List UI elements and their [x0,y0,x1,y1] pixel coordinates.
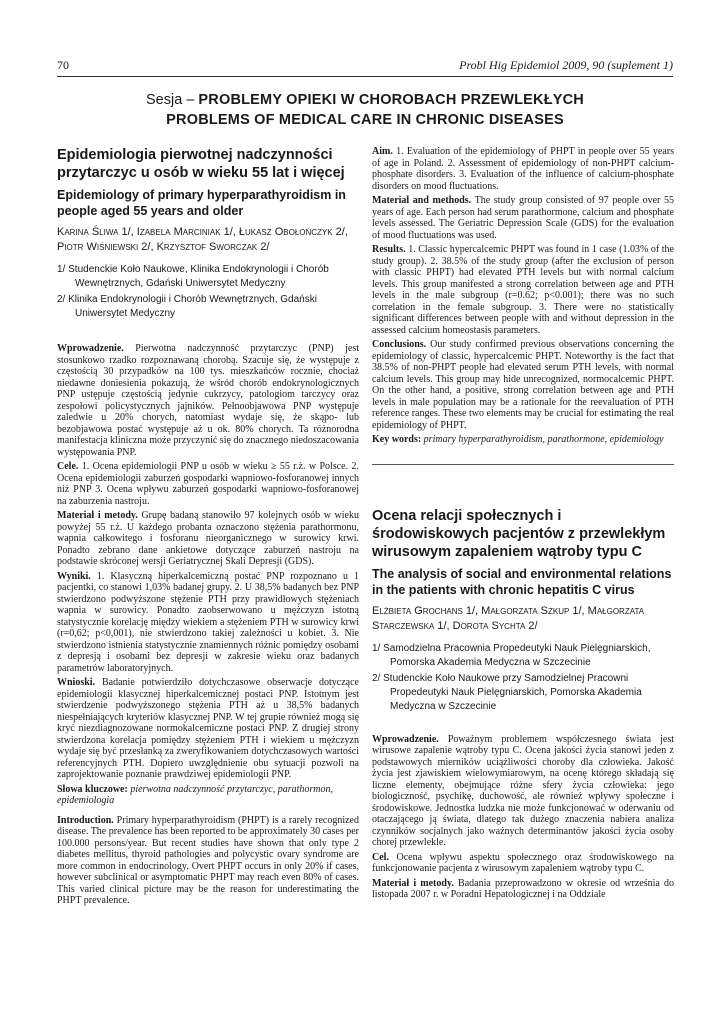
article1-results-pl: Wyniki. 1. Klasyczną hiperkalcemiczną postać PNP rozpoznano u 1 pacjentki, co stanowi 1,03% badanej grupy. 2. U 38,5% badanych bez PNP stwierdzono podwyższone stężenie PTH przy prawidłowych stężeniach wapnia w surowicy. Ponadto zaobserwowano u mężczyzn istotną statystycznie korelację między wiekiem a stężeniem PTH w surowicy krwi (r=0,62; p<0,001), nie stwierdzono takiej zależności u kobiet. 3. Nie stwierdzono istnienia statystycznie znamiennych różnic pomiędzy osobami z depresją i osobami bez depresji w zakresie wieku oraz badanych parametrów laboratoryjnych. [57,570,359,674]
article1-methods-pl: Materiał i metody. Grupę badaną stanowiło 97 kolejnych osób w wieku powyżej 55 r.ż. U każdego probanta oznaczono stężenia parathormonu, wapnia całkowitego i fosforanu nieorganicznego w surowicy krwi. Ponadto zebrano dane ankietowe dotyczące zaburzeń nastroju na podstawie skróconej wersji Geriatrycznej Skali Depresji (GDS). [57,510,359,567]
journal-header: Probl Hig Epidemiol 2009, 90 (suplement 1) [459,58,673,72]
session-title-en: PROBLEMS OF MEDICAL CARE IN CHRONIC DISEASES [166,112,564,128]
article1-conclusions-en: Conclusions. Our study confirmed previous observations concerning the epidemiology of classic, hypercalcemic PHPT. Noteworthy is the fact that 38.5% of non-PHPT people had elevated serum PTH levels, with normal calcium levels. This group may hide unrecognized, normocalcemic PHPT. On the other hand, a positive, strong correlation between age and PTH levels in male population may be a rationale for the reevaluation of PTH reference ranges. These two elements may be crucial for estimating the real epidemiology of PHPT. [372,339,674,431]
header-rule [57,76,673,77]
right-column [372,146,674,904]
article1-aim-pl: Cele. 1. Ocena epidemiologii PNP u osób w wieku ≥ 55 r.ż. w Polsce. 2. Ocena epidemiologii zaburzeń gospodarki wapniowo-fosforanowej innych niż PNP 3. Ocena wpływu zaburzeń gospodarki wapniowo-fosforanowej na zaburzenia nastroju. [57,461,359,507]
article2-title-pl: Ocena relacji społecznych i środowiskowych pacjentów z przewlekłym wirusowym zapaleniem wątroby typu C [372,507,666,560]
article1-results-en: Results. 1. Classic hypercalcemic PHPT was found in 1 case (1.03% of the study group). 2. 38.5% of the study group (after the exclusion of person with classic PHPT) had elevated PTH levels but with normal calcium levels. This group manifested a strong correlation between age and PTH levels in the male subgroup (r=0.62; p<0.001); there was no such correlation in the female subgroup. 3. There were no statistically significant differences between people with and without depression in the assessed calcium homeostasis parameters. [372,244,674,336]
article1-affiliation-1: 1/ Studenckie Koło Naukowe, Klinika Endokrynologii i Chorób Wewnętrznych, Gdański Uniwersytet Medyczny [57,264,329,289]
article2-aim: Cel. Ocena wpływu aspektu społecznego oraz środowiskowego na funkcjonowanie pacjenta z wirusowym zapaleniem wątroby typu C. [372,851,674,874]
article1-keywords-pl: Słowa kluczowe: pierwotna nadczynność przytarczyc, parathormon, epidemiologia [57,783,334,806]
article1-conclusions-pl: Wnioski. Badanie potwierdziło dotychczasowe obserwacje dotyczące epidemiologii klasycznej hiperkalcemicznej postaci PNP. Istotnym jest stwierdzenie podwyższonego stężenia PTH aż u 38,5% badanych niespełniających kryteriów klasycznej PNP. W tej grupie również mogą się kryć niezdiagnozowane normokalcemiczne postaci PNP. Z drugiej strony stwierdzona korelacja pomiędzy stężeniem PTH i wiekiem u mężczyzn wydaje się być przesłanką za zweryfikowaniem dotychczasowych wartości referencyjnych PTH. Dopiero uwzględnienie obu sytuacji pozwoli na zaprojektowanie poznanie prawdziwej epidemiologii PNP. [57,677,359,780]
article2-affiliation-2: 2/ Studenckie Koło Naukowe przy Samodzielnej Pracowni Propedeutyki Nauk Pielęgniarskich, Pomorska Akademia Medyczna w Szczecinie [372,672,642,712]
left-column [57,146,359,910]
article1-keywords-en: Key words: primary hyperparathyroidism, parathormone, epidemiology [372,434,664,445]
article1-title-en: Epidemiology of primary hyperparathyroidism in people aged 55 years and older [57,188,346,218]
article1-affiliation-2: 2/ Klinika Endokrynologii i Chorób Wewnętrznych, Gdański Uniwersytet Medyczny [57,294,317,319]
article2-affiliation-1: 1/ Samodzielna Pracownia Propedeutyki Nauk Pielęgniarskich, Pomorska Akademia Medyczna w Szczecinie [372,642,651,668]
article1-authors: Karina Śliwa 1/, Izabela Marciniak 1/, Łukasz Obołończyk 2/, Piotr Wiśniewski 2/, Krzysztof Sworczak 2/ [57,226,348,253]
article1-methods-en: Material and methods. The study group consisted of 97 people over 55 years of age. Each person had serum parathormone, calcium and phosphate levels assessed. The Geriatric Depression Scale (GDS) for the evaluation of mood fluctuations was used. [372,195,674,241]
article1-aim-en: Aim. 1. Evaluation of the epidemiology of PHPT in people over 55 years of age in Poland. 2. Assessment of epidemiology of non-PHPT calcium-phosphate disorders. 3. Evaluation of the influence of calcium-phosphate disorders on mood fluctuations. [372,146,674,192]
article2-authors: Elżbieta Grochans 1/, Małgorzata Szkup 1/, Małgorzata Starczewska 1/, Dorota Sychta 2/ [372,604,645,632]
article2-title-en: The analysis of social and environmental relations in the patients with chronic hepatitis C virus [372,566,672,597]
session-heading [57,90,673,130]
article1-intro-pl: Wprowadzenie. Pierwotna nadczynność przytarczyc (PNP) jest stosunkowo rzadko rozpoznawaną chorobą. Szacuje się, że występuje z częstością 30 przypadków na 100 tys. mieszkańców rocznie, chociaż niedawne doniesienia pokazują, że wśród chorób endokrynologicznych PNP ustępuje częstością jedynie cukrzycy, patologiom tarczycy oraz zespołowi policystycznych jajników. Pełnoobjawowa PNP występuje zaledwie u 20% chorych, natomiast wydaje się, że skąpo- lub bezobjawowa postać występuje aż u ok. 80% chorych. Ta różnorodna manifestacja kliniczna może przyczynić się do znacznego niedoszacowania występowania PNP. [57,343,359,458]
article2-intro: Wprowadzenie. Poważnym problemem współczesnego świata jest wirusowe zapalenie wątroby typu C. Ocena jakości życia stanowi jeden z podstawowych mierników uciążliwości choroby dla człowieka. Jakość życia jest zjawiskiem wielowymiarowym, na ocenę którego składają się liczne elementy, obejmujące różne sfery życia człowieka: jego biologiczność, psychikę, duchowość, ale również wpływy społeczne i środowiskowe. Jednostka ludzka nie może funkcjonować w oderwaniu od otaczającego ją świata, dlatego tak dużego znaczenia nabiera analiza czynników socjalnych jako ważnych determinantów jakości życia osoby chorej przewlekle. [372,733,674,848]
session-prefix: Sesja – [146,92,199,108]
article2-methods: Materiał i metody. Badania przeprowadzono w okresie od września do listopada 2007 r. w Poradni Hepatologicznej i na Oddziale [372,877,674,900]
article1-title-pl: Epidemiologia pierwotnej nadczynności przytarczyc u osób w wieku 55 lat i więcej [57,147,345,181]
session-title-pl: PROBLEMY OPIEKI W CHOROBACH PRZEWLEKŁYCH [198,92,584,108]
article1-intro-en: Introduction. Primary hyperparathyroidism (PHPT) is a rarely recognized disease. The prevalence has been reported to be approximately 30 cases per 100.000 persons/year. But recent studies have shown that only type 2 diabetes mellitus, thyroid pathologies and polycystic ovary syndrome are more common in endocrinology. Overt PHPT occurs in only 20% if cases, however subclinical or asymptomatic PHPT may reach even 80% of cases. This varied clinical picture may be the reason for underestimating the PHPT prevalence. [57,814,359,906]
session-line-pl [57,90,673,110]
page-number: 70 [57,58,69,72]
